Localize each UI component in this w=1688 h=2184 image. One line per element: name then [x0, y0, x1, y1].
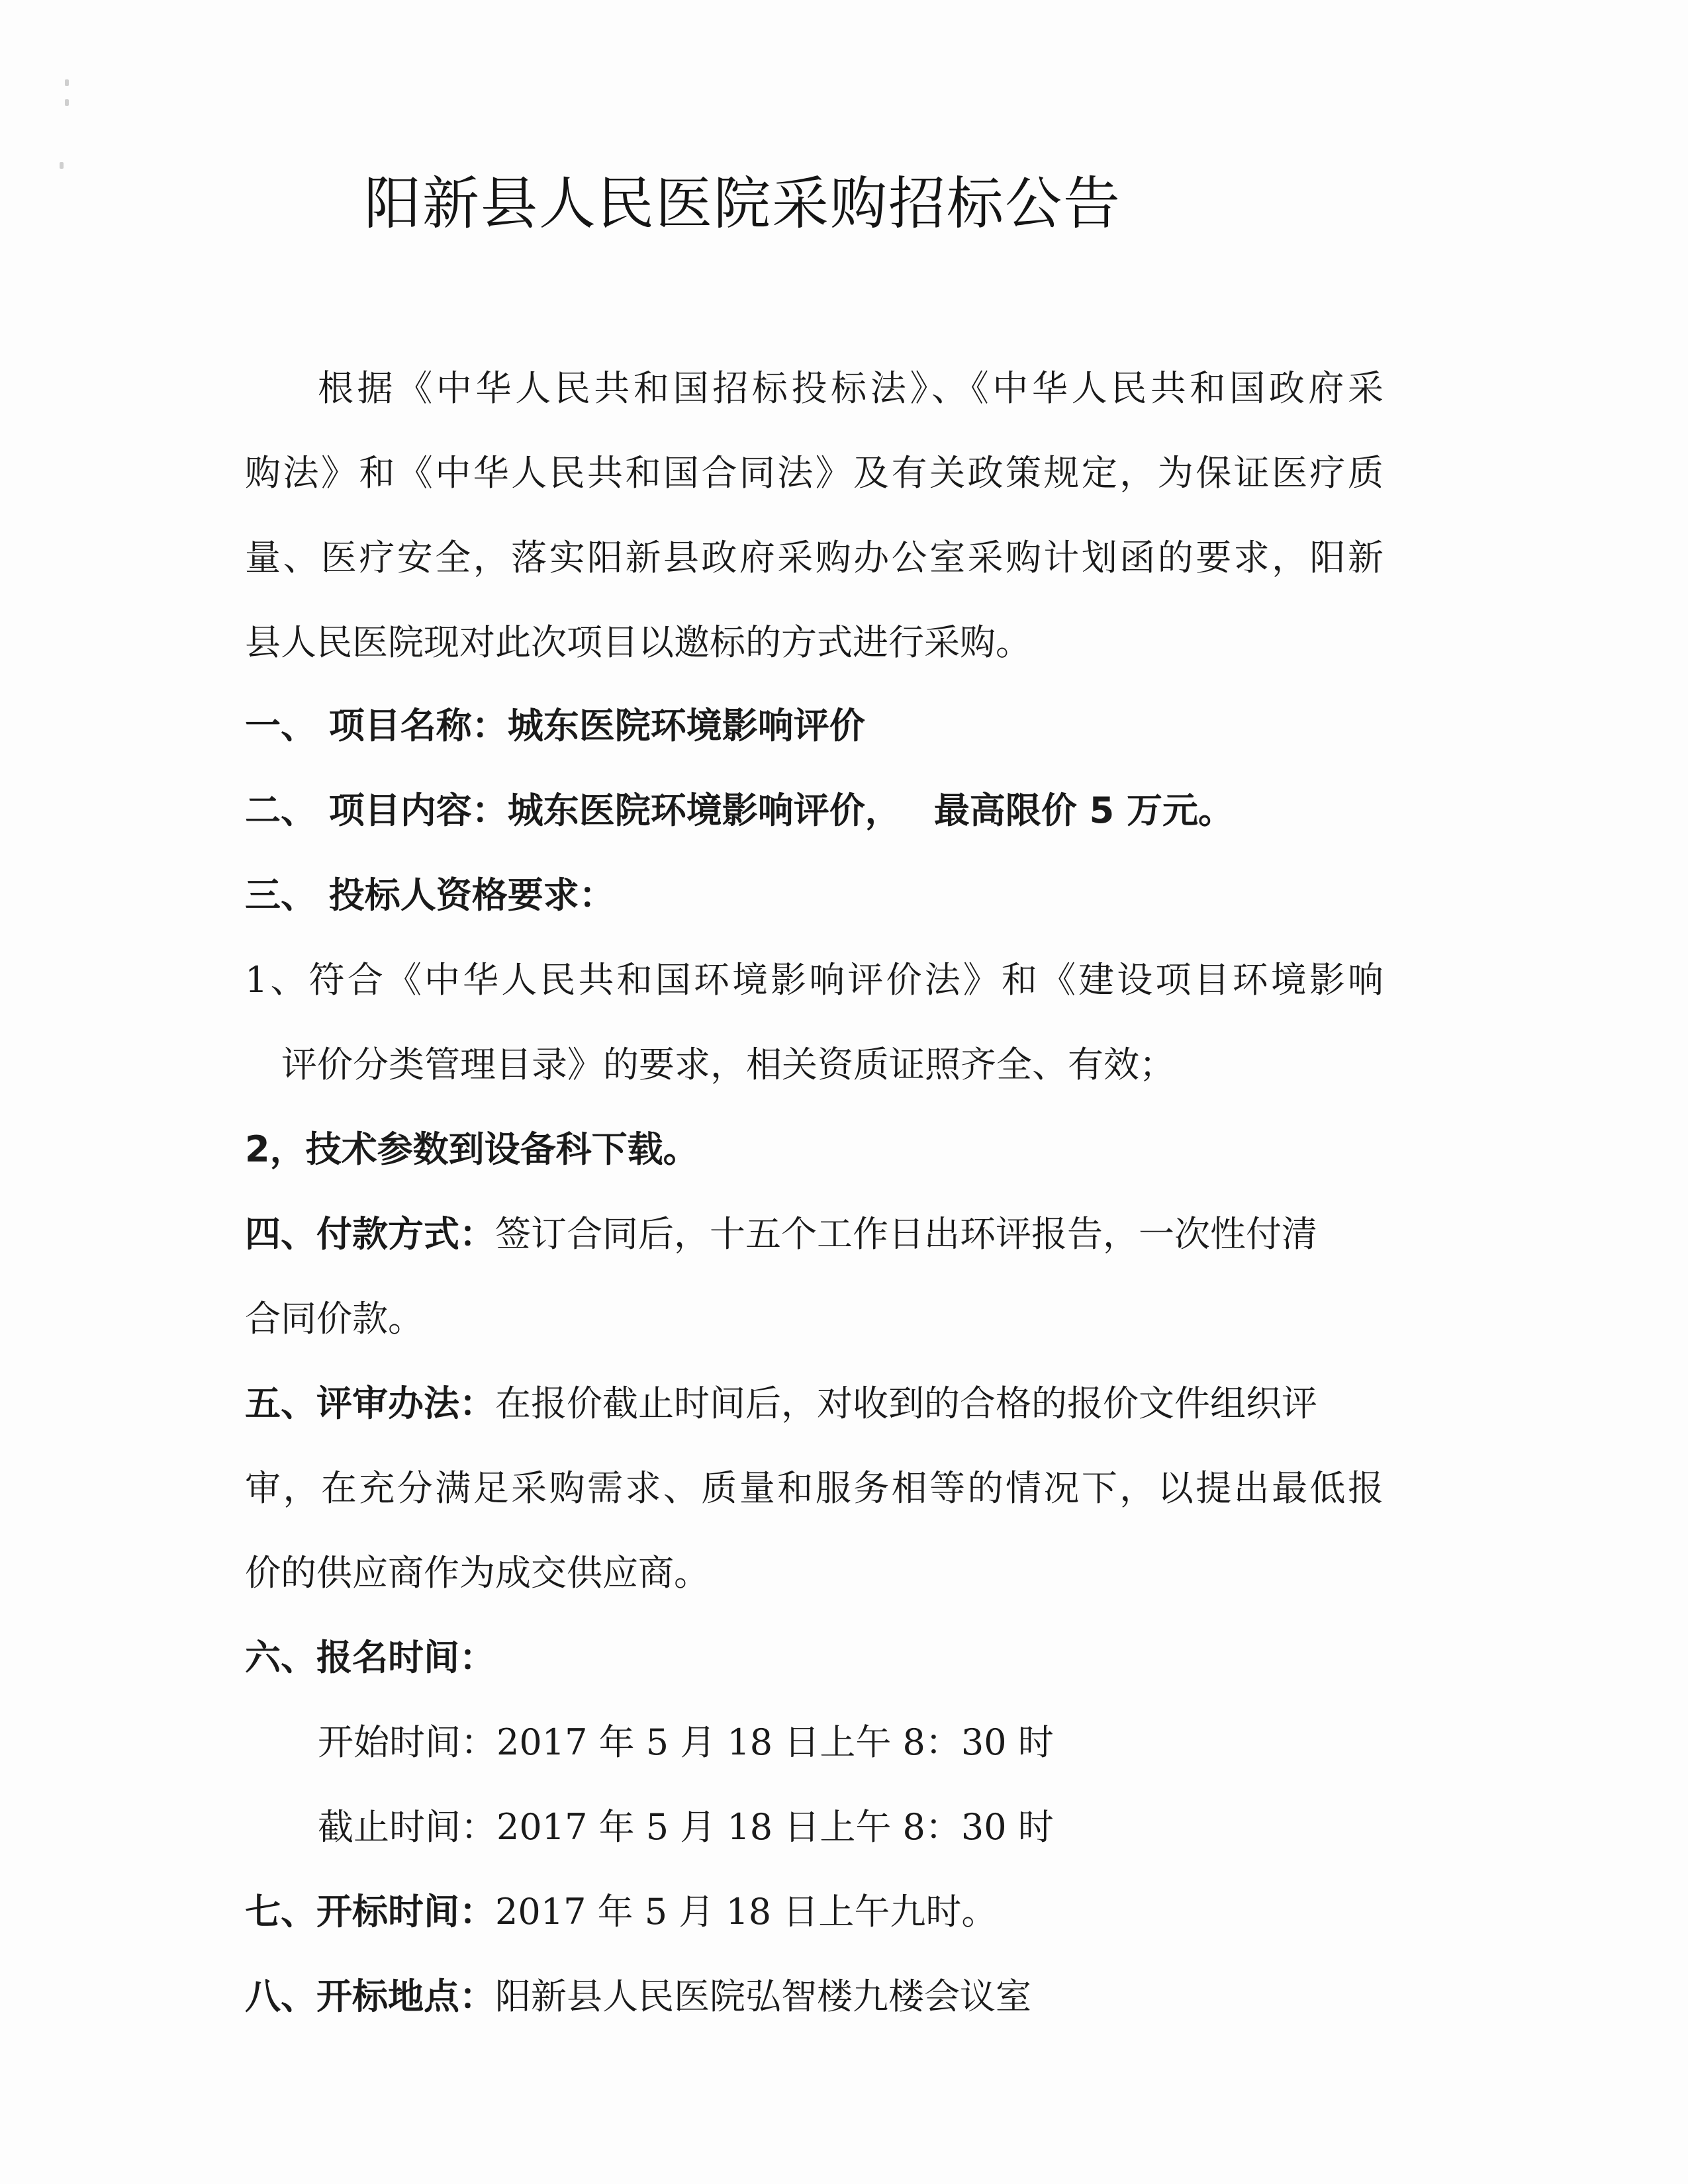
registration-end-time: 截止时间：2017 年 5 月 18 日上午 8：30 时 — [318, 1806, 1054, 1848]
scan-artifact — [65, 79, 69, 86]
section-5-label: 五、评审办法： — [245, 1383, 495, 1424]
section-8-label: 八、开标地点： — [245, 1976, 495, 2017]
evaluation-method: 在报价截止时间后，对收到的合格的报价文件组织评 — [495, 1383, 1317, 1424]
section-4-line-2: 合同价款。 — [245, 1298, 424, 1340]
section-1-heading — [245, 705, 865, 747]
section-7-line — [245, 1891, 998, 1933]
scan-artifact — [65, 99, 69, 106]
section-5-line-1 — [245, 1383, 1317, 1424]
payment-terms: 签订合同后，十五个工作日出环评报告，一次性付清 — [495, 1213, 1317, 1255]
intro-line-4: 县人民医院现对此次项目以邀标的方式进行采购。 — [245, 621, 1031, 663]
intro-line-3: 量、医疗安全，落实阳新县政府采购办公室采购计划函的要求，阳新 — [245, 537, 1383, 578]
qualification-item-2: 2，技术参数到设备科下载。 — [245, 1128, 699, 1170]
intro-line-1: 根据《中华人民共和国招标投标法》、《中华人民共和国政府采 — [318, 367, 1383, 409]
registration-start-time: 开始时间：2017 年 5 月 18 日上午 8：30 时 — [318, 1721, 1054, 1763]
price-limit: 最高限价 5 万元。 — [933, 790, 1234, 831]
section-7-label: 七、开标时间： — [245, 1891, 495, 1933]
project-name: 城东医院环境影响评价 — [507, 705, 865, 747]
intro-line-2: 购法》和《中华人民共和国合同法》及有关政策规定，为保证医疗质 — [245, 452, 1383, 494]
bid-opening-location: 阳新县人民医院弘智楼九楼会议室 — [495, 1976, 1031, 2017]
scan-artifact — [60, 162, 64, 169]
section-5-line-3: 价的供应商作为成交供应商。 — [245, 1552, 710, 1594]
section-4-line-1 — [245, 1213, 1317, 1255]
project-content: 城东医院环境影响评价， — [507, 790, 901, 831]
section-4-label: 四、付款方式： — [245, 1213, 495, 1255]
section-2-label: 二、 项目内容： — [245, 790, 508, 831]
section-3-heading: 三、 投标人资格要求： — [245, 874, 615, 916]
section-8-line — [245, 1976, 1031, 2017]
section-6-heading: 六、报名时间： — [245, 1637, 495, 1678]
section-1-label: 一、 项目名称： — [245, 705, 508, 747]
qualification-item-1-line-2: 评价分类管理目录》的要求，相关资质证照齐全、有效； — [281, 1044, 1175, 1085]
page-title: 阳新县人民医院采购招标公告 — [364, 171, 1121, 237]
section-2-heading — [245, 790, 1234, 831]
section-5-line-2: 审，在充分满足采购需求、质量和服务相等的情况下，以提出最低报 — [245, 1467, 1383, 1509]
bid-opening-time: 2017 年 5 月 18 日上午九时。 — [495, 1891, 998, 1933]
qualification-item-1-line-1: 1、符合《中华人民共和国环境影响评价法》和《建设项目环境影响 — [245, 959, 1383, 1001]
